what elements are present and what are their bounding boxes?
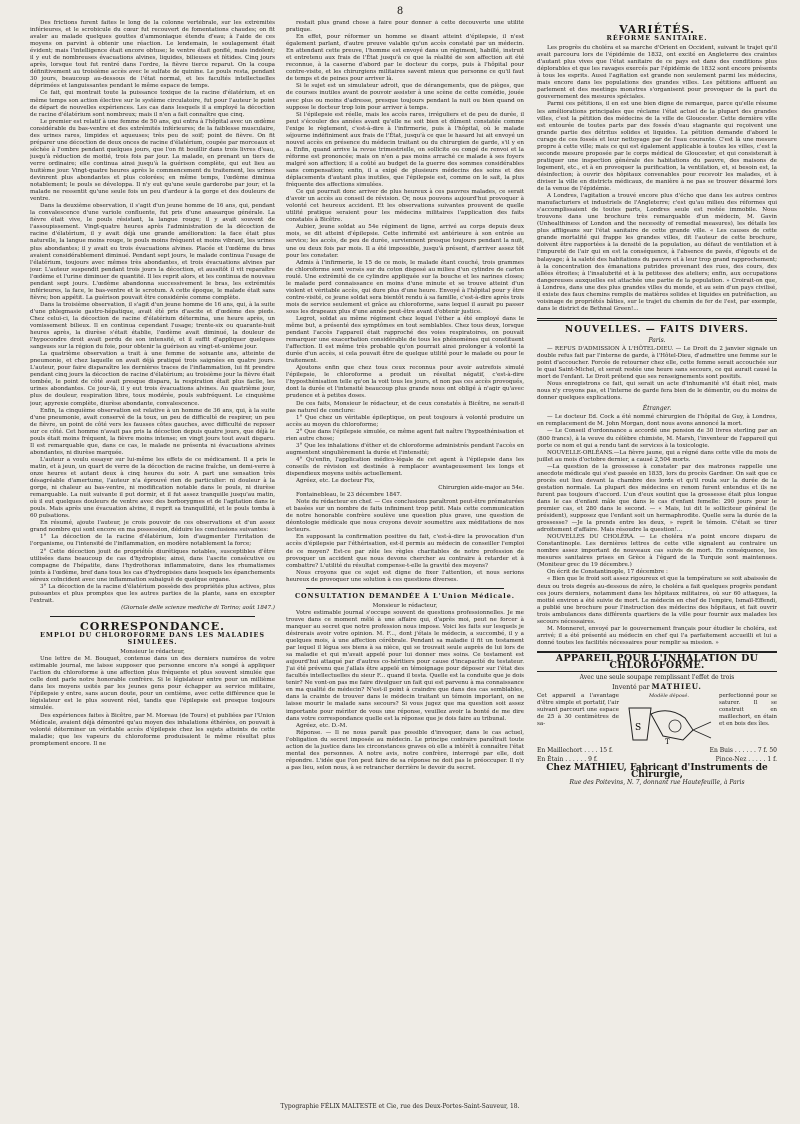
ad-left-text: Cet appareil a l'avantage d'être simple et portatif, l'air suivant parcourt une espace de 25 à 30 centimètres de sa- [537,693,619,728]
paragraph: A Londres, l'agitation a trouvé encore plus d'écho que dans les autres centres manufacturiers et industriels de l'Angleterre; c'est qu'au milieu des réformes qui s'accomplissaient de toutes parts, Londres seule est restée immobile. Nous trouvons dans une brochure très remarquable d'un médecin, M. Gavin (Unhealthiness of London and the necessity of remedial measures), les détails les plus affligeans sur l'état sanitaire de cette grande ville. « Les causes de cette grande mortalité qui frappe les grandes villes, dit l'auteur de cette brochure, doivent être rapportées à la densité de la population, au défaut de ventilation et à l'impureté de l'air qui en est la conséquence, à l'absence de pavés, d'égouts et de balayage; à la saleté des habitations du pauvre et à leur trop grand rapprochement; à la concentration des émanations putrides provenant des rues, des cours, des allées étroites; à l'insalubrité et à la petitesse des ateliers; enfin, aux occupations dangereuses auxquelles est attachée une partie de la population. » Croirait-on que, à Londres, dans une des plus grandes villes du monde, et au sein d'un pays civilisé, il existe des faux chemins remplis de matières solides et liquides en putréfaction, au voisinage de propriétés bâties, sur le trajet du chemin de fer de l'est, par exemple, dans le district de Bethnal Green!... [537,193,777,312]
column-middle [286,20,524,1090]
paragraph: Nous croyons que ce sujet est digne de fixer l'attention, et nous serions heureux de provoquer une solution à ces questions diverses. [286,569,524,583]
paragraph: En résumé, ajoute l'auteur, je crois pouvoir de ces observations et d'un assez grand nombre qui sont encore en ma possession, déduire les conclusions suivantes: [30,520,275,534]
price-value: 15 f. [599,747,613,755]
paragraph: Des frictions furent faites le long de la colonne vertébrale, sur les extrémités inférieures, et le scrobicule du cœur fut recouvert de fomentations chaudes; on fit avaler au malade quelques gouttes d'ammoniaque étendu d'eau; à l'aide de ces moyens on parvint à obtenir une réaction. Le lendemain, le soulagement était évident; mais l'intelligence était encore obtuse; le ventre était gonflé, mais indolent; il y eut de nombreuses évacuations alvines, liquides, bilieuses et fétides. Cinq jours après, lorsque tout fut rentré dans l'ordre, la fièvre tierce reparut. On la coupa définitivement au troisième accès avec le sulfate de quinine. Le pouls resta, pendant 30 jours, beaucoup au-dessous de l'état normal, et les facultés intellectuelles déprimées et languissantes pendant le même espace de temps. [30,20,275,90]
paragraph: Si le sujet est un simulateur adroit, que de dérangements, que de pièges, que de courses inutiles avant de pouvoir assister à une scène de cette comédie, jouée avec plus ou moins d'adresse, presque toujours pendant la nuit ou bien quand on suppose le docteur trop loin pour arriver à temps. [286,83,524,111]
section-title-varietes: VARIÉTÉS. [619,23,695,36]
letter-salutation: Monsieur le rédacteur, [120,649,185,656]
paragraph: 2° Cette décoction jouit de propriétés diurétiques notables, susceptibles d'être utilisées dans beaucoup de cas d'hydropisie; ainsi, dans l'ascite consécutive ou compagne de l'hépatite, dans l'hydrothorax inflammatoire, dans les rhumatismes joints à l'œdème, bref dans tous les cas d'hydropisies dans lesquels les épanchements séreux coïncident avec une inflammation subaiguë de quelque organe. [30,548,275,583]
paragraph: 3° Que les inhalations d'éther et de chloroforme administrés pendant l'accès en augmentent singulièrement la durée et l'intensité; [286,442,524,456]
price-value: 9 f. [588,756,598,764]
paragraph: Réponse. — Il ne nous paraît pas possible d'invoquer, dans le cas actuel, l'obligation du secret imposée au médecin. Le principe contraire paraîtrait toute action de la justice dans les circonstances graves où elle a intérêt à connaître l'état mental des personnes. A notre avis, notre confrère, interrogé par elle, doit répondre. L'idée que l'on peut faire de sa réponse ne doit pas le préoccuper. Il n'y a pas lieu, selon nous, à se retrancher derrière le devoir du secret. [286,729,524,771]
ad-maker: Chez MATHIEU, Fabricant d'Instruments de Chirurgie, [546,763,768,781]
paragraph: Parmi ces pétitions, il en est une bien digne de remarque, parce qu'elle résume les améliorations principales que réclame l'état actuel de la plupart des grandes villes, c'est la pétition des médecins de la ville de Gloucester. Cette dernière ville est entourée de toutes parts par des fossés d'eau stagnante qui reçoivent une grande partie des détritus solides et liquides. La pétition demande d'abord le curage de ces fossés et leur nettoyage par de l'eau courante. C'est là une mesure propre à cette ville; mais ce qui est également applicable à toutes les villes, c'est la seconde mesure proposée par le corps médical de Gloucester, et qui consisterait à pratiquer une inspection générale des habitations du pauvre, des maisons de logement, etc., et à en provoquer la purification, la ventilation, et, si besoin est, la désinfection; à ouvrir des hôpitaux convenables pour recevoir les malades, et à diviser la ville en districts médicaux, de manière à ne pas se trouver désarmé lors de la venue de l'épidémie. [537,101,777,193]
paragraph: Enfin, la cinquième observation est relative à un homme de 36 ans, qui, à la suite d'une pneumonie, avait conservé de la toux, un peu de difficulté de respirer, un peu de fièvre, un point de côté vers les fausses côtes gauches, avec difficulté de reposer sur ce côté. Cet homme n'avait pas pris la décoction depuis quatre jours, que déjà le pouls était moins fréquent, la fièvre moins intense; en vingt jours tout avait disparu. Il est remarquable que, dans ce cas, le malade ne présenta ni évacuations alvines abondantes, ni diurèse marquée. [30,407,275,456]
advertisement [537,651,777,786]
ad-headline: APPAREIL POUR L'INHALATION DU CHLOROFORME. [537,651,777,672]
paragraph: L'auteur a voulu essayer sur lui-même les effets de ce médicament. Il a pris le matin, et à jeun, un quart de verre de la décoction de racine fraîche, un demi-verre à onze heures et autant deux à cinq heures du soir. A part une sensation très désagréable d'amertume, l'auteur n'a éprouvé rien de particulier: ni douleur à la gorge, ni chaleur au bas-ventre, ni modification notable dans le pouls, ni diurèse remarquable. La nuit suivante il put dormir, et il fut assez tranquille jusqu'au matin, où il eut quelques douleurs de ventre avec des borborygmes et de l'agitation dans le pouls. Mais après une évacuation alvine, il reprit sa tranquillité, et le pouls tomba à 60 pulsations. [30,456,275,520]
paragraph: M. Monneret, envoyé par le gouvernement français pour étudier le choléra, est arrivé; il a été présenté au médecin en chef qui l'a parfaitement accueilli et lui a donné toutes les facilités nécessaires pour remplir sa mission. » [537,625,777,646]
letter-title: EMPLOI DU CHLOROFORME DANS LES MALADIES SIMULÉES. [40,630,265,647]
paris-news [537,346,777,402]
divider [306,588,504,589]
letter-place-date: Fontainebleau, le 23 décembre 1847. [296,492,402,499]
paragraph: — Le docteur Ed. Cock a été nommé chirurgien de l'hôpital de Guy, à Londres, en remplacement de M. John Morgan, dont nous avons annoncé la mort. [537,414,777,428]
reforme-title: RÉFORME SANITAIRE. [606,34,708,43]
paragraph: 1° La décoction de la racine d'élatérium, loin d'augmenter l'irritation de l'organisme, ou l'intensité de l'inflammation, en modère notablement la force; [30,534,275,548]
article-source: (Giornale delle scienze mediche di Torino; août 1847.) [121,604,275,611]
foreign-news [537,414,777,647]
double-divider [537,318,777,321]
paragraph: Agréez, etc. D.-M. [296,722,348,729]
price-label: Pince-Nez . . . . . [715,756,766,764]
column-left [30,20,275,1090]
paragraph: —La question de la grossesse à constater par des matrones rappelle une anecdote médicale qui s'est passée en 1835, lors du procès Gardner. On sait que ce procès eut lieu devant la chambre des lords et qu'il roula sur la durée de la gestation normale. La plupart des médecins en renom furent entendus et ils ne furent pas toujours d'accord. L'un d'eux soutint que la grossesse était plus longue dans le cas d'enfant mâle que dans le cas d'enfant femelle: 290 jours pour le premier cas, et 280 dans le second. — « Mais, lui dit le solliciteur général (le président), supposez que l'enfant soit un hermaphrodite. Quelle sera la durée de la grossesse? —Je la prends entre les deux, » reprit le témoin. C'était se tirer adroitement d'affaire. Mais résoudre la question!... [537,463,777,534]
paragraph: 3° La décoction de la racine d'élatérium possède des propriétés plus actives, plus puissantes et plus promptes que les autres parties de la plante, sans en excepter l'extrait. [30,583,275,604]
editor-note: Note du rédacteur en chef. — Ces conclusions paraîtront peut-être prématurées et basées sur un nombre de faits infiniment trop petit. Mais cette communication de notre honorable confrère soulève une question plus grave, une question de déontologie médicale que nous croyons devoir soumettre aux méditations de nos lecteurs. [286,499,524,534]
price-value: 1 f. [767,756,777,764]
ad-address: Rue des Poitevins, N. 7, donnant rue Hautefeuille, à Paris [569,779,745,787]
printer-footer: Typographie FÉLIX MALTESTE et Cie, rue des Deux-Portes-Saint-Sauveur, 18. [280,1103,520,1110]
paragraph: La quatrième observation a trait à une femme de soixante ans, atteinte de pneumonie, et chez laquelle on avait déjà pratiqué trois saignées en quatre jours. L'auteur, pour faire disparaître les dernières traces de l'inflammation, lui fit prendre pendant cinq jours la décoction de racine d'élatérium; au troisième jour la fièvre était tombée, le point de côté avait presque disparu, la respiration était plus facile, les urines abondantes. Ce jour-là, il y eut trois évacuations alvines. Au quatrième jour, plus de douleur, respiration libre, toux modérée, pouls subfréquent. Le cinquième jour, apyrexie complète, diurèse abondante, convalescence. [30,351,275,407]
paragraph: Dans la troisième observation, il s'agit d'un jeune homme de 16 ans, qui, à la suite d'une phlegmasie gastro-hépatique, avait été pris d'ascite et d'œdème des pieds. Chez celui-ci, la décoction de racine d'élatérium détermina, une heure après, un vomissement bilieux. Il en continua cependant l'usage; trente-six ou quarante-huit heures après, la diurèse s'était établie, l'œdème avait diminué, la douleur de l'hypocondre droit avait perdu de son intensité, et il suffit d'appliquer quelques sangsues sur la région du foie, pour obtenir la guérison au vingt-et-unième jour. [30,301,275,351]
paragraph: Ajoutons enfin que chez tous ceux reconnus pour avoir autrefois simulé l'épilepsie, le chloroforme a produit un résultat négatif, c'est-à-dire l'hyposthénisation telle qu'on la voit tous les jours, et non pas ces accès provoqués, dont la durée et l'intensité beaucoup plus grande nous ont obligé à n'agir qu'avec prudence et à petites doses. [286,365,524,400]
price-row-2 [537,756,777,763]
paragraph: Des expériences faites à Bicêtre, par M. Moreau (de Tours) et publiées par l'Union Médicale, avaient déjà démontré qu'au moyen des inhalations éthérées, on pouvait à volonté déterminer un véritable accès d'épilepsie chez les sujets atteints de cette maladie; que les vapeurs du chloroforme produisaient le même résultat plus promptement encore. Il ne [30,712,275,747]
paragraph: « Bien que le froid soit assez rigoureux et que la température se soit abaissée de deux ou trois degrés au-dessous de zéro, le choléra a fait quelques progrès pendant ces jours derniers, notamment dans les hôpitaux militaires, où sur 60 attaques, la moitié environ a été suivie de mort. Le médecin en chef de l'empire, Ismaïl-Effendi, a publié une brochure pour l'instruction des médecins des hôpitaux, et fait ouvrir trois ambulances dans différents quartiers de la ville pour fournir aux malades les secours nécessaires. [537,576,777,625]
ad-model-label: Modèle déposé. [649,693,689,700]
paragraph: restait plus grand chose à faire pour donner à cette découverte une utilité pratique. [286,20,524,34]
editor-note-continued [286,534,524,583]
divider [50,616,255,617]
svg-text:S: S [635,723,642,734]
paragraph: 1° Que chez un véritable épileptique, on peut toujours à volonté produire un accès au moyen du chloroforme; [286,414,524,428]
paragraph: Nous enregistrons ce fait, qui serait un acte d'inhumanité s'il était réel, mais nous n'y croyons pas, et l'interne de garde fera bien de le démentir, ou du moins de donner quelques explications. [537,381,777,402]
price-label: En Étain . . . . . . [537,756,587,764]
paragraph: En effet, pour réformer un homme se disant atteint d'épilepsie, il n'est également parlant, d'autre preuve valable qu'un accès constaté par un médecin. En attendant cette preuve, l'homme est envoyé dans un régiment, habillé, instruit et entretenu aux frais de l'État jusqu'à ce que la réalité de son affection ait été reconnue, à la caserne d'abord par le docteur du corps, puis à l'hôpital pour contre-visite, et les chirurgiens militaires savent mieux que personne ce qu'il faut de temps et de peines pour arriver là. [286,34,524,83]
inhaler-drawing [623,700,715,746]
paragraph: Ce qui pourrait donc arriver de plus heureux à ces pauvres malades, ce serait d'avoir un accès au conseil de révision. Or, nous pouvons aujourd'hui provoquer à volonté cet heureux accident. Et les observations suivantes prouvent de quelle utilité pratique seraient pour les médecins militaires l'application des faits constatés à Bicêtre. [286,189,524,224]
ad-inventor [537,683,777,691]
ad-inventor-name: MATHIEU. [651,682,702,692]
article-elaterium [30,20,275,605]
paragraph: Agréez, etc. Le docteur Fix, [296,478,375,485]
paragraph: Une lettre de M. Bouquet, contenue dans un des derniers numéros de votre estimable journal, me laisse supposer que personne encore n'a songé à appliquer l'action du chloroforme à une affection plus fréquente et plus souvent simulée que celle dont parle notre honorable confrère. Si le législateur entre pour un millième dans les moyens usités par les jeunes gens pour échapper au service militaire, l'épilepsie y entre, sans aucun doute, pour un centième, avec cette différence que le législateur est le plus souvent réel, tandis que l'épilepsie est presque toujours simulée. [30,656,275,712]
letter-signature: Chirurgien aide-major au 54e. [438,485,524,492]
paragraph: NOUVELLE-ORLÉANS.—La fièvre jaune, qui a régné dans cette ville du mois de juillet au mois d'octobre dernier, a causé 2,504 morts. [537,449,777,463]
section-title-correspondance: CORRESPONDANCE. [80,619,225,633]
paragraph: Aubier, jeune soldat au 54e régiment de ligne, arrivé au corps depuis deux mois, se dit atteint d'épilepsie. Cette infirmité est antérieure à son entrée au service; les accès, de peu de durée, surviennent presque toujours pendant la nuit, une ou deux fois par mois. Il a été impossible, jusqu'à présent, d'arriver assez tôt pour les constater. [286,224,524,259]
paragraph: Les progrès du choléra et sa marche d'Orient en Occident, suivant le trajet qu'il avait parcouru lors de l'épidémie de 1832, ont excité en Angleterre des craintes d'autant plus vives que l'état sanitaire de ce pays est dans des conditions plus déplorables et que les ravages exercés par l'épidémie de 1832 sont encore présents à tous les esprits. Aussi l'agitation est grande non seulement parmi les médecins, mais encore dans les populations des grandes villes. Les pétitions affluent au parlement et des meetings monstres s'organisent pour provoquer de la part du gouvernement des mesures spéciales. [537,45,777,101]
consultation-salutation: Monsieur le rédacteur, [372,602,438,609]
article-reforme-sanitaire [537,45,777,313]
letter-body [30,656,275,748]
paragraph: NOUVELLES DU CHOLÉRA. — Le choléra n'a point encore disparu de Constantinople. Les dernières lettres de cette ville signalent au contraire un nombre assez important de nouveaux cas suivis de mort. En conséquence, les mesures sanitaires prises en Grèce à l'égard de la Turquie sont maintenues. (Moniteur grec du 19 décembre.) [537,534,777,569]
ad-subhead: Avec une seule soupape remplissant l'effet de trois [579,674,735,682]
paragraph: — Le Conseil d'ordonnance a accordé une pension de 30 livres sterling par an (800 francs), à la veuve du célèbre chimiste, M. Marsh, l'inventeur de l'appareil qui porte ce nom et qui a rendu tant de services à la toxicologie. [537,428,777,449]
price-label: En Buis . . . . . . [709,747,756,755]
paragraph: Dans la deuxième observation, il s'agit d'un jeune homme de 16 ans, qui, pendant la convalescence d'une variole confluente, fut pris d'une anasarque générale. La fièvre était vive, le pouls résistant, la langue rouge; il y avait souvent de l'assoupissement. Vingt-quatre heures après l'administration de la décoction de racine d'élatérium, il y avait déjà une grande amélioration: la face était plus naturelle, la langue moins rouge, le pouls moins fréquent et moins vibrant, les urines plus abondantes; il y avait eu trois évacuations alvines. Placée et l'œdème du bras avaient considérablement diminué. Pendant sept jours, le malade continua l'usage de l'élatérium, toujours avec mêmes très abondantes, et trois évacuations alvines par jour. L'auteur suspendit pendant trois jours la décoction, et aussitôt il vit reparaître l'œdème et l'urine diminuer de quantité. Il les reprit alors, et les continua de nouveau pendant sept jours. L'œdème abandonna successivement le bras, les extrémités inférieures, la face, le bas-ventre et le scrotum. A cette époque, le malade était sans fièvre; bon appétit. La guérison pouvait être considérée comme complète. [30,203,275,301]
paragraph: Si l'épilepsie est réelle, mais les accès rares, irréguliers et de peu de durée, il peut s'écouler des années avant qu'elle ne soit bien et dûment constatée comme l'exige le règlement, c'est-à-dire à l'infirmerie, puis à l'hôpital, où le malade séjourne indéfiniment aux frais de l'État, jusqu'à ce que le hasard lui ait envoyé un nouvel accès en présence du médecin traitant ou du chirurgien de garde, s'il y en a. Enfin, quand arrive la revue trimestrielle, on sollicite ou congé de renvoi et la réforme est prononcée; mais on n'en a pas moins arraché ce malade à ses foyers malgré son affection; il a coûté au budget de la guerre des sommes considérables sans compensation; enfin, il a exigé de plusieurs médecins des soins et des déplacements d'autant plus inutiles, que l'épilepsie est, comme on le sait, la plus fréquente des affections simulées. [286,111,524,189]
price-label: En Maillechort . . . . [537,747,598,755]
paragraph: On écrit de Constantinople, 17 décembre : [547,569,668,576]
ad-right-text: perfectionné pour se saturer. Il se construit en maillechort, en étain et en bois des îles. [719,693,777,728]
page-number: 8 [396,6,404,17]
paragraph: 2° Que dans l'épilepsie simulée, ce même agent fait naître l'hyposthénisation et rien autre chose; [286,428,524,442]
consultation-title: CONSULTATION DEMANDÉE À L'Union Médicale. [294,591,516,600]
paragraph: Ce fait, qui montrait toute la puissance toxique de la racine d'élatérium, et en même temps son action élective sur le système circulatoire, fut pour l'auteur le point de départ de nouvelles expériences. Les cas dans lesquels il a employé la décoction de racine d'élatérium sont nombreux; mais il n'en a fait connaître que cinq. [30,90,275,118]
paragraph: Votre estimable journal s'occupe souvent de questions professionnelles. Je me trouve dans ce moment mêlé à une affaire qui, d'après moi, peut ne forcer à manquer au secret que notre profession nous impose. Voici les faits sur lesquels je désirerais avoir votre opinion. M. F..., dont j'étais le médecin, a succombé, il y a quelques mois, à une affection cérébrale. Pendant sa maladie il fit un testament par lequel il légua ses biens à sa nièce, qui se trouvait seule auprès de lui lors de sa maladie et qui m'avait appelé pour lui donner mes soins. Ce testament est aujourd'hui attaqué par d'autres co-héritiers pour cause d'incapacité du testateur. J'ai été prévenu que j'allais être appelé en témoignage pour déposer sur l'état des facultés intellectuelles du sieur F... quand il testa. Quelle est la conduite que je dois tenir? Ne vont-on pas me faire divulguer un fait qui est parvenu à ma connaissance en ma qualité de médecin? N'est-il point à craindre que dans des cas semblables, dans la crainte de trouver dans le médecin traitant un témoin important, on ne laisse mourir le malade sans secours? Si vous jugez que ma question soit assez importante pour mériter de vous une réponse, veuillez avoir la bonté de me dire dans votre correspondance quelle est la réponse que je dois faire au tribunal. [286,609,524,722]
paragraph: En supposant la confirmation positive du fait, c'est-à-dire la provocation d'un accès d'épilepsie par l'éthérisation, est-il permis au médecin de conseiller l'emploi de ce moyen? Est-ce par zèle les règles charitables de notre profession de provoquer un accident que nous devons chercher au contraire à retarder et à combattre? L'utilité du résultat compense-t-elle la gravité des moyens? [286,534,524,569]
ad-body [537,693,777,745]
paragraph: Le premier est relatif à une femme de 50 ans, qui entra à l'hôpital avec un œdème considérable du bas-ventre et des extrémités inférieures; de la faiblesse musculaire, des urines rares, limpides et aqueuses; très peu de soif; point de fièvre. On fit préparer une décoction de deux onces de racine d'élatérium, coupée par morceaux et séchée à l'ombre pendant quelques jours, que l'on fit bouillir dans trois livres d'eau, jusqu'à réduction de moitié, trois fois par jour. La malade, en prenant un tiers de verre ordinaire; elle continua ainsi jusqu'à la guérison complète, qui eut lieu au huitième jour. Vingt-quatre heures après le commencement du traitement, les urines devinrent plus abondantes et plus colorées; en même temps, l'œdème diminua notablement; le pouls se développa. Il n'y eut qu'une seule garderobe par jour; et la malade ne ressentit qu'une seule fois un peu d'ardeur à la gorge et des douleurs de ventre. [30,118,275,203]
letter-continued [286,20,524,485]
paris-heading: Paris. [648,336,666,344]
column-right [537,20,777,1090]
paragraph: 4° Qu'enfin, l'application médico-légale de cet agent à l'épilepsie dans les conseils de révision est destinée à remplacer avantageusement les longs et dispendieux moyens usités actuellement. [286,456,524,477]
svg-text:T: T [665,738,670,747]
price-row-1 [537,747,777,754]
inhaler-illustration-icon [623,693,715,745]
ad-inventor-label: Inventé par [612,683,650,692]
paragraph: Legrot, soldat au même régiment chez lequel l'éther a été employé dans le même but, a présenté des symptômes en tout semblables. Chez tous deux, lorsque pendant l'accès l'appareil était rapproché des voies respiratoires, on pouvait remarquer une exacerbation considérable de tous les phénomènes qui constituent l'affection. Il est même très probable qu'on pourrait ainsi prolonger à volonté la durée d'un accès, si cela pouvait être de quelque utilité pour le malade ou pour le traitement. [286,315,524,365]
paragraph: De ces faits, Monsieur le rédacteur, et de ceux constatés à Bicêtre, ne serait-il pas naturel de conclure: [286,400,524,414]
price-value: 7 f. 50 [757,747,777,755]
paragraph: Admis à l'infirmerie, le 15 de ce mois, le malade étant couché, trois grammes de chloroforme sont versés sur du coton disposé au milieu d'un cylindre de carton roulé. Une extrémité de ce cylindre appliquée sur la bouche et les narines closes; le malade perd connaissance en moins d'une minute et se trouve atteint d'un violent et véritable accès, qui dure plus d'une heure. Envoyé à l'hôpital pour y être contre-visité, ce jeune soldat sera bientôt rendu à sa famille, c'est-à-dire après trois mois de service seulement et grâce au chloroforme, sans lequel il aurait pu passer sous les drapeaux plus d'une année peut-être avant d'obtenir justice. [286,259,524,315]
foreign-heading: Étranger. [642,405,672,413]
section-title-nouvelles: NOUVELLES. — FAITS DIVERS. [565,324,749,335]
paragraph: — REFUS D'ADMISSION À L'HÔTEL-DIEU. — Le Droit du 2 janvier signale un double refus fait par l'interne de garde, à l'Hôtel-Dieu, d'admettre une femme sur le point d'accoucher. Forcée de retourner chez elle, cette femme serait accouchée sur le quai Saint-Michel, et serait restée une heure sans secours, ce qui aurait causé la mort de l'enfant. Le Droit prétend que ses renseignements sont positifs. [537,345,777,381]
consultation-body [286,610,524,772]
